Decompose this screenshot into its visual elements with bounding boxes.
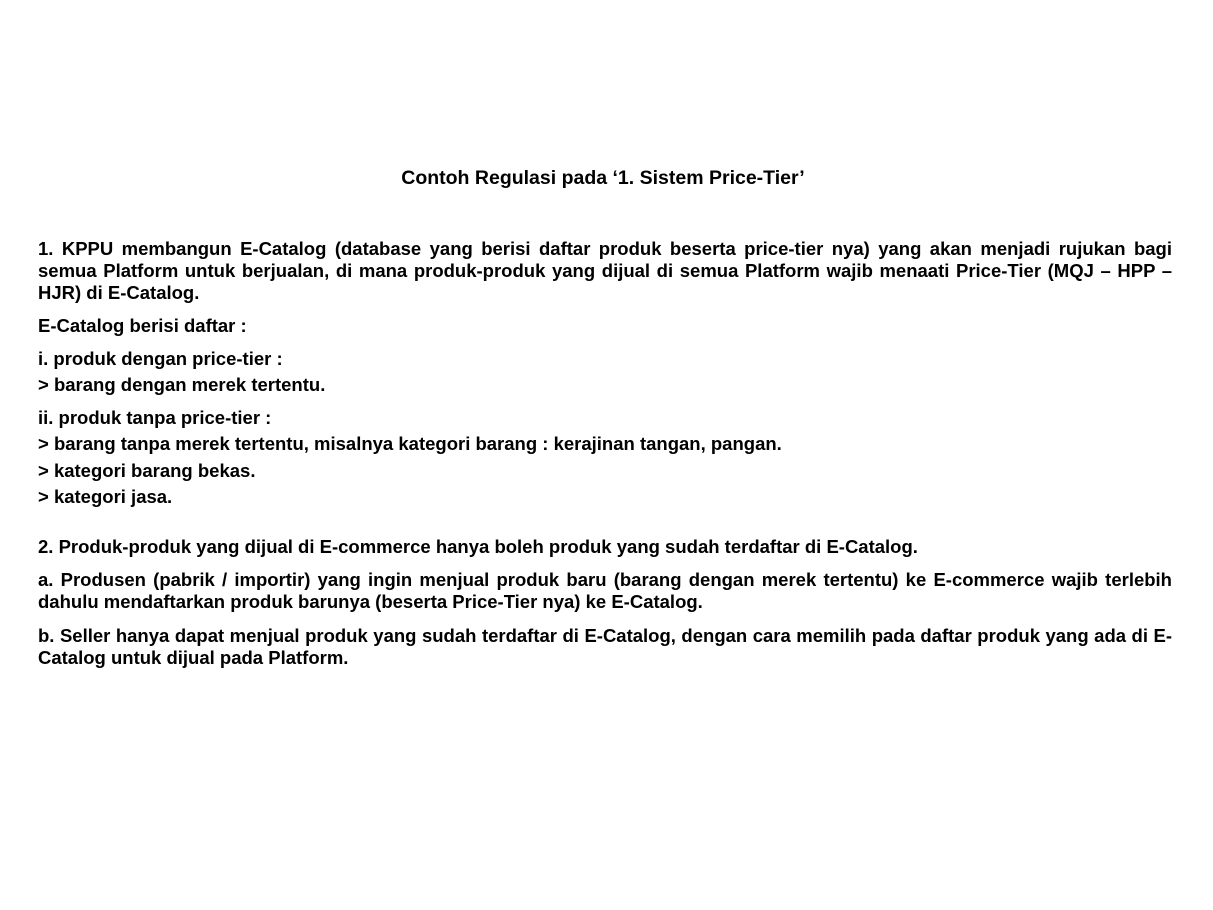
section2-intro: 2. Produk-produk yang dijual di E-commerce hanya boleh produk yang sudah terdaftar di E-Catalog.: [38, 536, 918, 557]
with-price-tier-item: > barang dengan merek tertentu.: [38, 374, 326, 395]
without-price-tier-item: > kategori jasa.: [38, 486, 173, 507]
document-body: [38, 238, 1172, 669]
catalog-heading: E-Catalog berisi daftar :: [38, 315, 247, 336]
document-title: Contoh Regulasi pada ‘1. Sistem Price-Tier’: [401, 167, 805, 189]
section1-intro: 1. KPPU membangun E-Catalog (database yang berisi daftar produk beserta price-tier nya) yang akan menjadi rujukan bagi semua Platform untuk berjualan, di mana produk-produk yang dijual di semua Platform wajib menaati Price-Tier (MQJ – HPP – HJR) di E-Catalog.: [38, 238, 1172, 303]
without-price-tier-item: > kategori barang bekas.: [38, 460, 256, 481]
without-price-tier-item: > barang tanpa merek tertentu, misalnya kategori barang : kerajinan tangan, pangan.: [38, 433, 782, 454]
with-price-tier-heading: i. produk dengan price-tier :: [38, 348, 283, 369]
section2-point-a: a. Produsen (pabrik / importir) yang ingin menjual produk baru (barang dengan merek tertentu) ke E-commerce wajib terlebih dahulu mendaftarkan produk barunya (beserta Price-Tier nya) ke E-Catalog.: [38, 569, 1172, 612]
without-price-tier-heading: ii. produk tanpa price-tier :: [38, 407, 272, 428]
section2-point-b: b. Seller hanya dapat menjual produk yang sudah terdaftar di E-Catalog, dengan cara memilih pada daftar produk yang ada di E-Catalog untuk dijual pada Platform.: [38, 625, 1172, 668]
